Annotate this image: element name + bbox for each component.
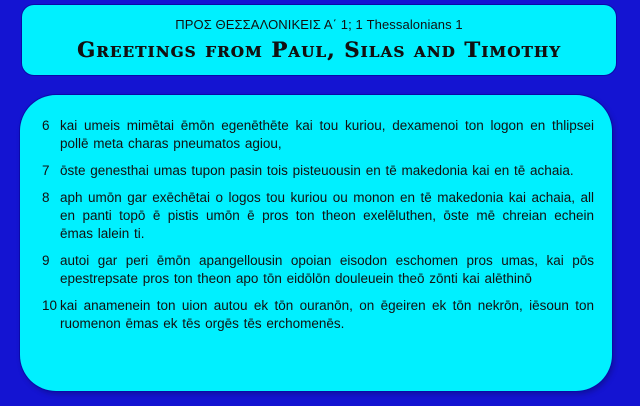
verse-8 — [42, 189, 594, 243]
verse-number: 10 — [42, 298, 58, 313]
verse-7 — [42, 162, 594, 180]
header-panel — [22, 5, 616, 75]
verse-10 — [42, 297, 594, 333]
verse-text: kai anamenein ton uion autou ek tōn ouranōn, on ēgeiren ek tōn nekrōn, iēsoun ton ruomenon ēmas ek tēs orgēs tēs erchomenēs. — [60, 298, 594, 331]
chapter-reference: ΠΡΟΣ ΘΕΣΣΑΛΟΝΙΚΕΙΣ Α΄ 1; 1 Thessalonians 1 — [175, 17, 463, 32]
verse-number: 6 — [42, 118, 50, 133]
verse-text: autoi gar peri ēmōn apangellousin opoian eisodon eschomen pros umas, kai pōs epestrepsate pros ton theon apo tōn eidōlōn douleuein theō zōnti kai alēthinō — [60, 253, 594, 286]
verse-text: ōste genesthai umas tupon pasin tois pisteuousin en tē makedonia kai en tē achaia. — [60, 163, 574, 178]
verse-list — [42, 117, 594, 342]
verses-panel — [20, 95, 612, 391]
verse-number: 8 — [42, 190, 50, 205]
verse-text: kai umeis mimētai ēmōn egenēthēte kai tou kuriou, dexamenoi ton logon en thlipsei pollē meta charas pneumatos agiou, — [60, 118, 594, 151]
verse-text: aph umōn gar exēchētai o logos tou kuriou ou monon en tē makedonia kai achaia, all en panti topō ē pistis umōn ē pros ton theon exelēluthen, ōste mē chreian echein ēmas lalein ti. — [60, 190, 594, 241]
verse-number: 7 — [42, 163, 50, 178]
verse-number: 9 — [42, 253, 50, 268]
verse-6 — [42, 117, 594, 153]
page-title: Greetings from Paul, Silas and Timothy — [76, 37, 562, 62]
verse-9 — [42, 252, 594, 288]
